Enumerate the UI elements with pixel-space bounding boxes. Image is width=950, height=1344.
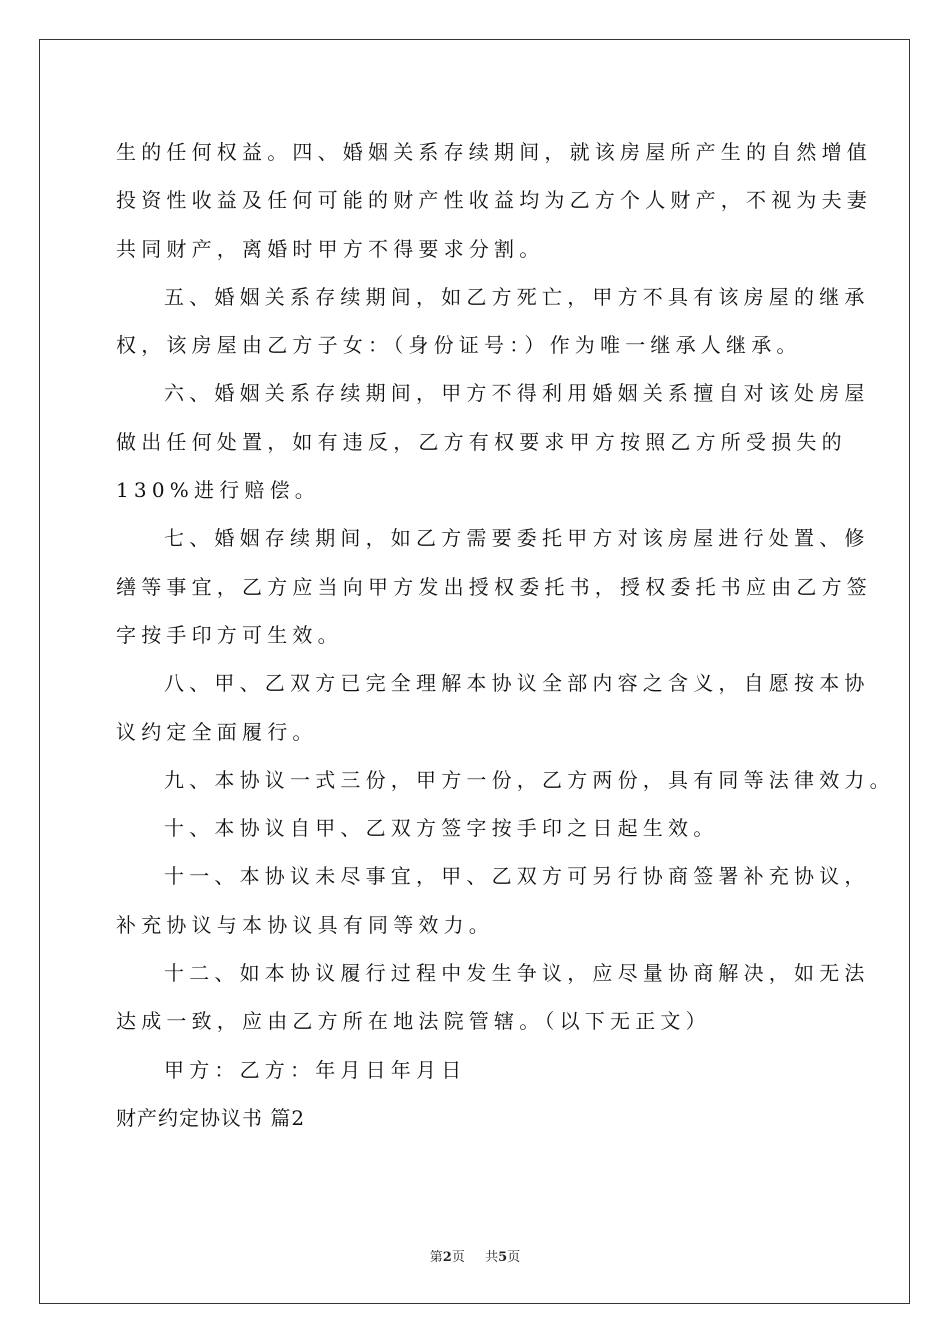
paragraph-line: 十二、如本协议履行过程中发生争议，应尽量协商解决，如无法 bbox=[164, 961, 870, 986]
current-page: 2 bbox=[442, 1250, 452, 1265]
paragraph-line: 缮等事宜，乙方应当向甲方发出授权委托书，授权委托书应由乙方签 bbox=[116, 574, 872, 599]
paragraph-line: 十一、本协议未尽事宜，甲、乙双方可另行协商签署补充协议， bbox=[164, 864, 870, 889]
page-total: 共5页 bbox=[485, 1250, 521, 1265]
paragraph-line: 生的任何权益。四、婚姻关系存续期间，就该房屋所产生的自然增值 bbox=[116, 140, 872, 164]
paragraph-line: 130%进行赔偿。 bbox=[116, 478, 320, 503]
paragraph-line: 达成一致，应由乙方所在地法院管辖。（以下无正文） bbox=[116, 1009, 711, 1034]
paragraph-line: 七、婚姻存续期间，如乙方需要委托甲方对该房屋进行处置、修 bbox=[164, 526, 870, 551]
page-number: 第2页 bbox=[429, 1250, 465, 1265]
paragraph-line: 共同财产，离婚时甲方不得要求分割。 bbox=[116, 236, 545, 261]
paragraph-line: 投资性收益及任何可能的财产性收益均为乙方个人财产，不视为夫妻 bbox=[116, 188, 872, 213]
paragraph-line: 八、甲、乙双方已完全理解本协议全部内容之含义，自愿按本协 bbox=[164, 671, 870, 696]
signature-line: 甲方：乙方：年月日年月日 bbox=[164, 1057, 467, 1082]
paragraph-line: 五、婚姻关系存续期间，如乙方死亡，甲方不具有该房屋的继承 bbox=[164, 284, 870, 309]
total-pages: 5 bbox=[498, 1250, 508, 1265]
section-heading: 财产约定协议书 篇2 bbox=[116, 1105, 306, 1130]
paragraph-line: 六、婚姻关系存续期间，甲方不得利用婚姻关系擅自对该处房屋 bbox=[164, 381, 870, 406]
paragraph-line: 做出任何处置，如有违反，乙方有权要求甲方按照乙方所受损失的 bbox=[116, 429, 847, 454]
page-footer bbox=[0, 1246, 950, 1265]
paragraph-line: 十、本协议自甲、乙双方签字按手印之日起生效。 bbox=[164, 816, 719, 841]
paragraph-line: 字按手印方可生效。 bbox=[116, 622, 343, 647]
paragraph-line: 补充协议与本协议具有同等效力。 bbox=[116, 912, 494, 937]
paragraph-line: 议约定全面履行。 bbox=[116, 719, 318, 744]
document-body bbox=[116, 128, 895, 1142]
paragraph-line: 九、本协议一式三份，甲方一份，乙方两份，具有同等法律效力。 bbox=[164, 767, 895, 792]
paragraph-line: 权，该房屋由乙方子女：（身份证号：）作为唯一继承人继承。 bbox=[116, 333, 802, 358]
